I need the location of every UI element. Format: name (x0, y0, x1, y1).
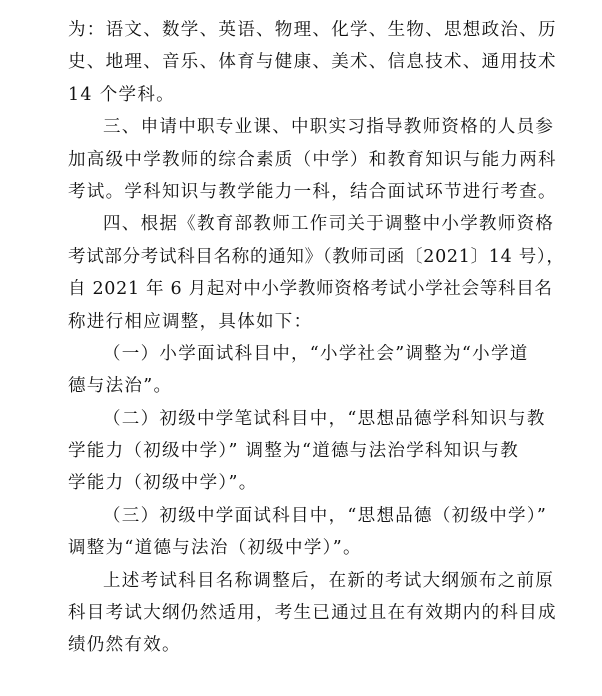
text-line: 上述考试科目名称调整后，在新的考试大纲颁布之前原 (103, 570, 555, 591)
paragraph-item-three (68, 111, 557, 208)
text-line: 为：语文、数学、英语、物理、化学、生物、思想政治、历 (68, 20, 557, 40)
text-line: （二）初级中学笔试科目中，“思想品德学科知识与教 (103, 408, 546, 429)
text-line: 自 2021 年 6 月起对中小学教师资格考试小学社会等科目名 (68, 279, 553, 300)
paragraph-sub-item-three (68, 500, 548, 565)
text-line: 四、根据《教育部教师工作司关于调整中小学教师资格 (103, 214, 555, 235)
text-line: 学能力（初级中学）” 调整为“道德与法治学科知识与教 (68, 441, 520, 462)
paragraph-subjects-list (68, 14, 557, 111)
text-line: 三、申请中职专业课、中职实习指导教师资格的人员参 (103, 117, 555, 138)
text-line: 史、地理、音乐、体育与健康、美术、信息技术、通用技术 (68, 52, 557, 73)
text-line: 科目考试大纲仍然适用，考生已通过且在有效期内的科目成 (68, 603, 557, 624)
text-line: 学能力（初级中学）”。 (68, 473, 258, 494)
text-line: （三）初级中学面试科目中，“思想品德（初级中学）” (103, 505, 548, 526)
paragraph-sub-item-two (68, 403, 544, 500)
paragraph-sub-item-one (68, 338, 544, 403)
paragraph-item-four (68, 208, 565, 338)
text-line: 考试。学科知识与教学能力一科，结合面试环节进行考查。 (68, 181, 557, 202)
text-line: 调整为“道德与法治（初级中学）”。 (68, 538, 362, 559)
text-line: （一）小学面试科目中，“小学社会”调整为“小学道 (103, 343, 529, 364)
text-line: 考试部分考试科目名称的通知》（教师司函〔2021〕14 号）， (68, 246, 565, 267)
text-line: 德与法治”。 (68, 376, 173, 397)
text-line: 称进行相应调整，具体如下： (68, 311, 313, 332)
text-line: 14 个学科。 (68, 84, 175, 105)
paragraph-closing (68, 565, 557, 662)
text-line: 加高级中学教师的综合素质（中学）和教育知识与能力两科 (68, 149, 557, 170)
document-page (68, 14, 565, 662)
text-line: 绩仍然有效。 (68, 635, 181, 656)
